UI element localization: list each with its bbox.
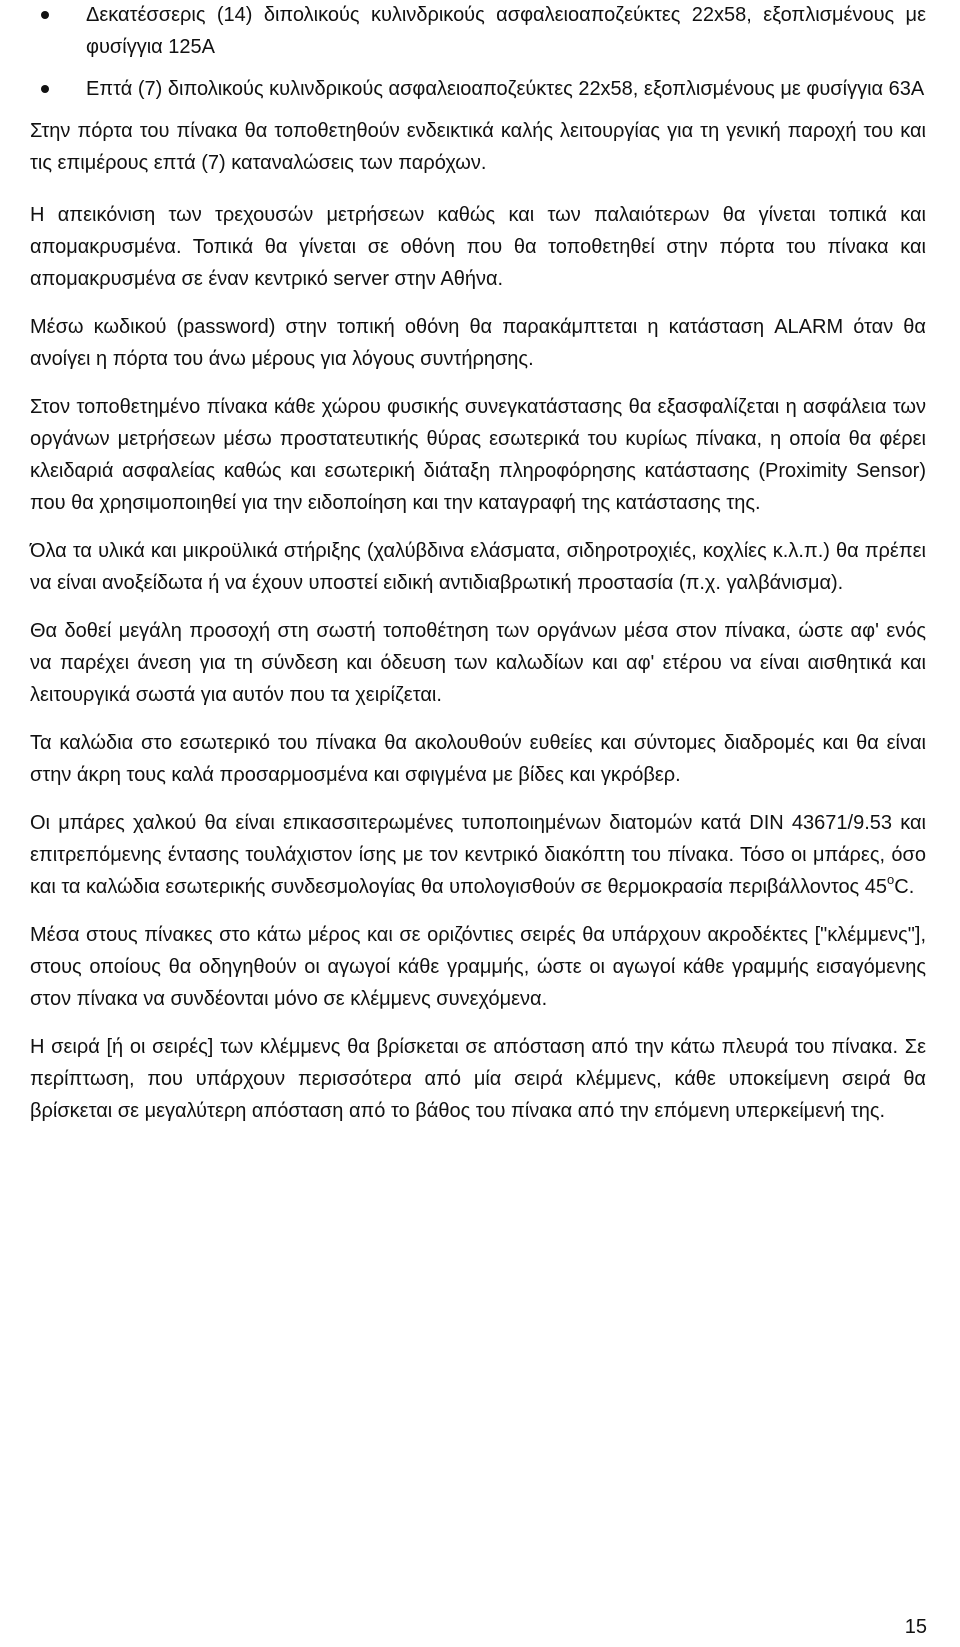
bullet-dot-icon: [41, 11, 49, 19]
paragraph: Τα καλώδια στο εσωτερικό του πίνακα θα ακολουθούν ευθείες και σύντομες διαδρομές και θα είναι στην άκρη τους καλά προσαρμοσμένα και σφιγμένα με βίδες και γκρόβερ.: [30, 732, 926, 786]
paragraph: Όλα τα υλικά και μικροϋλικά στήριξης (χαλύβδινα ελάσματα, σιδηροτροχιές, κοχλίες κ.λ.π.) θα πρέπει να είναι ανοξείδωτα ή να έχουν υποστεί ειδική αντιδιαβρωτική προστασία (π.χ. γαλβάνισμα).: [30, 540, 926, 594]
bullet-item: [30, 73, 926, 105]
paragraph: Στον τοποθετημένο πίνακα κάθε χώρου φυσικής συνεγκατάστασης θα εξασφαλίζεται η ασφάλεια των οργάνων μετρήσεων μέσω προστατευτικής θύρας εσωτερικά του κυρίως πίνακα, η οποία θα φέρει κλειδαριά ασφαλείας καθώς και εσωτερική διάταξη πληροφόρησης κατάστασης (Proximity Sensor) που θα χρησιμοποιηθεί για την ειδοποίηση και την καταγραφή της κατάστασης της.: [30, 396, 926, 514]
paragraph: Μέσα στους πίνακες στο κάτω μέρος και σε οριζόντιες σειρές θα υπάρχουν ακροδέκτες ["κλέμμενς"], στους οποίους θα οδηγηθούν οι αγωγοί κάθε γραμμής, ώστε οι αγωγοί κάθε γραμμής εισαγόμενης στον πίνακα να συνδέονται μόνο σε κλέμμενς συνεχόμενα.: [30, 924, 926, 1010]
paragraph: Θα δοθεί μεγάλη προσοχή στη σωστή τοποθέτηση των οργάνων μέσα στον πίνακα, ώστε αφ' ενός να παρέχει άνεση για τη σύνδεση και όδευση των καλωδίων και αφ' ετέρου να είναι αισθητικά και λειτουργικά σωστά για αυτόν που τα χειρίζεται.: [30, 620, 926, 706]
busbar-paragraph: [30, 807, 926, 903]
bullet-text: Επτά (7) διπολικούς κυλινδρικούς ασφαλειοαποζεύκτες 22x58, εξοπλισμένους με φυσίγγια 63Α: [86, 78, 925, 100]
degree-superscript: ο: [887, 872, 895, 888]
paragraph: Μέσω κωδικού (password) στην τοπική οθόνη θα παρακάμπτεται η κατάσταση ALARM όταν θα ανοίγει η πόρτα του άνω μέρους για λόγους συντήρησης.: [30, 316, 926, 370]
bullet-dot-icon: [41, 85, 49, 93]
temperature-unit: C.: [894, 876, 915, 898]
page-number: 15: [904, 1616, 927, 1638]
paragraph: Η απεικόνιση των τρεχουσών μετρήσεων καθώς και των παλαιότερων θα γίνεται τοπικά και απομακρυσμένα. Τοπικά θα γίνεται σε οθόνη που θα τοποθετηθεί στην πόρτα του πίνακα και απομακρυσμένα σε έναν κεντρικό server στην Αθήνα.: [30, 204, 926, 290]
paragraph: Η σειρά [ή οι σειρές] των κλέμμενς θα βρίσκεται σε απόσταση από την κάτω πλευρά του πίνακα. Σε περίπτωση, που υπάρχουν περισσότερα από μία σειρά κλέμμενς, κάθε υποκείμενη σειρά θα βρίσκεται σε μεγαλύτερη απόσταση από το βάθος του πίνακα από την επόμενη υπερκείμενή της.: [30, 1036, 926, 1122]
bullet-list: [30, 0, 926, 105]
busbar-text: Οι μπάρες χαλκού θα είναι επικασσιτερωμένες τυποποιημένων διατομών κατά DIN 43671/9.53 και επιτρεπόμενης έντασης τουλάχιστον ίσης με τον κεντρικό διακόπτη του πίνακα. Τόσο οι μπάρες, όσο και τα καλώδια εσωτερικής συνδεσμολογίας θα υπολογισθούν σε θερμοκρασία περιβάλλοντος 45: [30, 812, 926, 898]
bullet-text: Δεκατέσσερις (14) διπολικούς κυλινδρικούς ασφαλειοαποζεύκτες 22x58, εξοπλισμένους με φυσίγγια 125Α: [86, 4, 926, 58]
bullet-item: [30, 0, 926, 63]
paragraph: Στην πόρτα του πίνακα θα τοποθετηθούν ενδεικτικά καλής λειτουργίας για τη γενική παροχή του και τις επιμέρους επτά (7) καταναλώσεις των παρόχων.: [30, 120, 926, 174]
